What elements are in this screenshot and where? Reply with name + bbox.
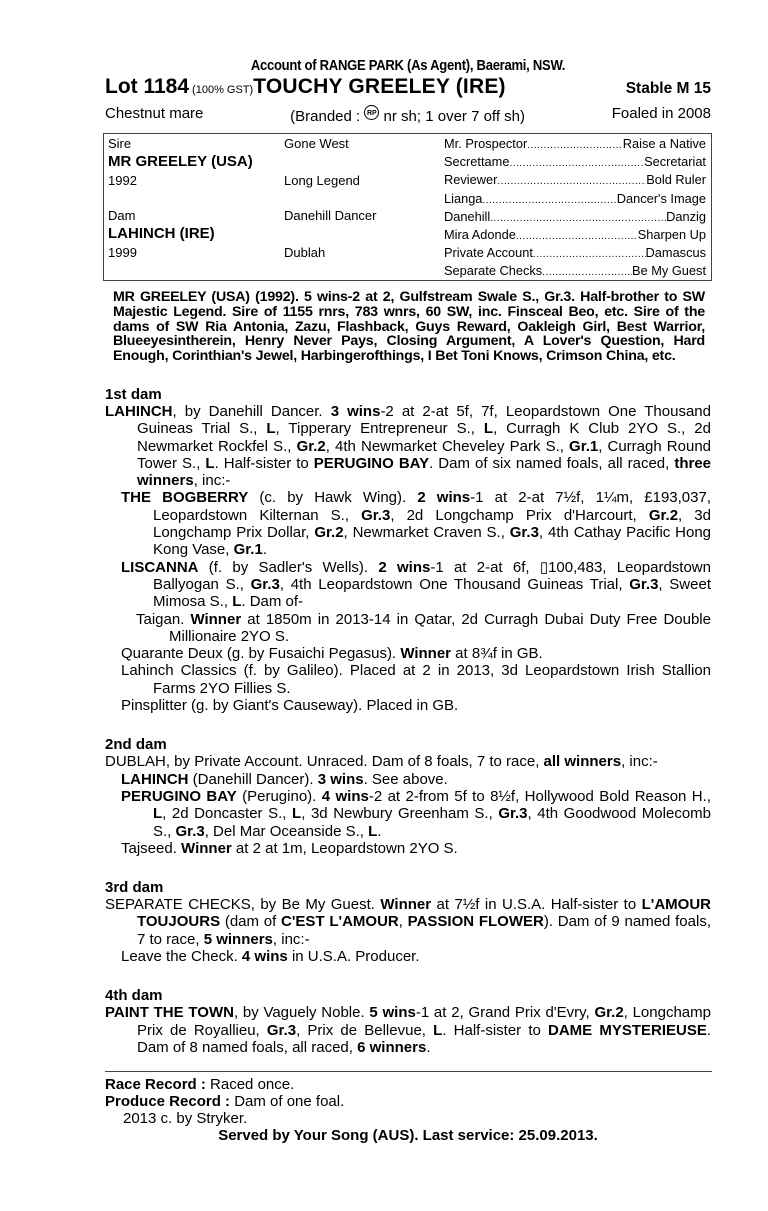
grandsire-maternal: Danehill Dancer <box>284 208 377 223</box>
dam-section <box>105 987 711 1056</box>
entry-text: , 3d Newbury Greenham S., <box>301 805 499 823</box>
pedigree-gen3-row <box>444 191 706 206</box>
entry-text: , 4th Cathay Pacific Hong Kong Vase, <box>153 524 711 559</box>
entry-text: 6 winners <box>357 1038 427 1056</box>
entry-text: DUBLAH, by Private Account. Unraced. Dam of 8 foals, 7 to race, <box>105 753 544 771</box>
dam-section <box>105 879 711 965</box>
pedigree-entry <box>105 611 711 646</box>
entry-text: LAHINCH <box>121 770 189 788</box>
entry-text: Winner <box>380 896 432 914</box>
vendor-account: Account of RANGE PARK (As Agent), Baerami, NSW. <box>250 58 566 74</box>
entry-text: . Dam of six named foals, all raced, <box>429 454 675 472</box>
pedigree-entry <box>105 559 711 611</box>
catalogue-page <box>105 58 711 1144</box>
served-note: Served by Your Song (AUS). Last service: 25.09.2013. <box>218 1127 598 1145</box>
entry-text: . <box>426 1038 431 1056</box>
divider <box>105 1071 712 1072</box>
entry-text: Gr.2 <box>296 437 326 455</box>
entry-text: . Half-sister to <box>442 1021 548 1039</box>
entry-text: (dam of <box>220 913 282 931</box>
produce-item: 2013 c. by Stryker. <box>123 1110 248 1128</box>
race-record-label: Race Record : <box>105 1076 206 1094</box>
entry-text: 3 wins <box>317 770 364 788</box>
entry-text: , 2d Doncaster S., <box>162 805 293 823</box>
pedigree-entry <box>105 1004 711 1056</box>
sire-label: Sire <box>108 136 132 151</box>
gen3-horse: Secrettame <box>444 154 510 170</box>
entry-text: all winners <box>543 753 622 771</box>
entry-text: -2 at 2-at 5f, 7f, Leopardstown One Thousand Guineas Trial S., <box>137 402 711 438</box>
produce-record-value: Dam of one foal. <box>230 1093 345 1111</box>
granddam-paternal: Long Legend <box>284 173 360 188</box>
entry-text: 4 wins <box>321 787 369 805</box>
entry-text: Winner <box>190 610 242 628</box>
entry-text: , Curragh K Club 2YO S., 2d Newmarket Rockfel S., <box>137 420 711 455</box>
leader-dots <box>527 136 623 151</box>
entry-text: , Curragh Round Tower S., <box>137 437 712 472</box>
race-record-value: Raced once. <box>205 1076 295 1094</box>
pedigree-gen3-row <box>444 227 706 242</box>
entry-text: ). Dam of 9 named foals, 7 to race, <box>137 913 711 948</box>
entry-text: Gr.2 <box>594 1004 624 1022</box>
gen3-sire: Be My Guest <box>632 263 706 279</box>
entry-text: Taigan. <box>136 610 191 628</box>
entry-text: . Dam of- <box>241 593 304 611</box>
entry-text: Gr.3 <box>498 805 528 823</box>
entry-text: PAINT THE TOWN <box>105 1004 234 1022</box>
sire-name: MR GREELEY (USA) <box>108 153 253 170</box>
entry-text: -2 at 2-from 5f to 8½f, Hollywood Bold Reason H., <box>368 787 711 805</box>
entry-text: , 4th Newmarket Cheveley Park S., <box>325 437 570 455</box>
entry-text: PERUGINO BAY <box>313 454 430 472</box>
entry-text: Gr.3 <box>250 575 280 593</box>
entry-text: , by Danehill Dancer. <box>172 402 331 420</box>
entry-text: PERUGINO BAY <box>121 787 237 805</box>
brand-mark-icon: RP <box>364 105 379 120</box>
entry-text: L <box>433 1021 443 1039</box>
entry-text: LISCANNA <box>121 558 199 576</box>
grandsire-paternal: Gone West <box>284 136 349 151</box>
entry-text: Gr.3 <box>361 506 391 524</box>
entry-text: L <box>368 822 378 840</box>
gst-note: (100% GST) <box>192 84 254 96</box>
colour-sex: Chestnut mare <box>105 105 204 122</box>
granddam-maternal: Dublah <box>284 245 326 260</box>
gen3-sire: Sharpen Up <box>637 227 706 242</box>
entry-text: . <box>377 822 382 840</box>
gen3-sire: Bold Ruler <box>646 172 706 188</box>
leader-dots <box>509 154 644 169</box>
entry-text: 3 wins <box>330 402 381 420</box>
pedigree-entry <box>105 403 711 489</box>
race-record <box>105 1076 711 1093</box>
entry-text: at 8¾f in GB. <box>451 645 543 663</box>
entry-text: , 2d Longchamp Prix d'Harcourt, <box>390 506 649 524</box>
entry-text: (f. by Sadler's Wells). <box>198 558 379 576</box>
entry-text: , Longchamp Prix de Royallieu, <box>137 1004 711 1039</box>
entry-text: . Dam of 8 named foals, all raced, <box>137 1021 712 1056</box>
entry-text: LAHINCH <box>105 402 173 420</box>
foaled-year: Foaled in 2008 <box>611 105 711 122</box>
section-heading: 3rd dam <box>105 879 164 897</box>
entry-text: , by Vaguely Noble. <box>233 1004 370 1022</box>
leader-dots <box>516 227 638 242</box>
pedigree-entry <box>105 645 711 662</box>
entry-text: (Danehill Dancer). <box>188 770 318 788</box>
lot-number: Lot 1184 <box>105 75 190 98</box>
pedigree-entry <box>105 788 711 840</box>
entry-text: Gr.3 <box>509 524 539 542</box>
pedigree-gen3-row <box>444 154 706 169</box>
entry-text: PASSION FLOWER <box>407 913 544 931</box>
sire-year: 1992 <box>108 173 137 188</box>
entry-text: , Sweet Mimosa S., <box>153 575 711 611</box>
gen3-horse: Separate Checks <box>444 263 543 279</box>
pedigree-table <box>103 133 712 281</box>
pedigree-gen3-row <box>444 136 706 151</box>
entry-text: L'AMOUR TOUJOURS <box>137 896 711 931</box>
entry-text: L <box>153 805 163 823</box>
pedigree-entry <box>105 896 711 948</box>
entry-text: Gr.1 <box>569 437 599 455</box>
entry-text: L <box>266 420 276 438</box>
leader-dots <box>542 263 632 278</box>
entry-text: , 4th Goodwood Molecomb S., <box>153 805 711 840</box>
pedigree-gen3-row <box>444 245 706 260</box>
entry-text: -1 at 2, Grand Prix d'Evry, <box>415 1004 595 1022</box>
leader-dots <box>482 191 616 206</box>
entry-text: THE BOGBERRY <box>121 489 249 507</box>
dam-year: 1999 <box>108 245 137 260</box>
gen3-horse: Private Account <box>444 245 533 261</box>
entry-text: -1 at 2-at 6f, ▯100,483, Leopardstown Ballyogan S., <box>153 558 711 593</box>
entry-text: in U.S.A. Producer. <box>287 948 420 965</box>
sire-summary: MR GREELEY (USA) (1992). 5 wins-2 at 2, Gulfstream Swale S., Gr.3. Half-brother to SW Majestic Legend. Sire of 1155 rnrs, 783 wnrs, 60 SW, inc. Finsceal Beo, etc. Sire of the dams of SW Ria Antonia, Zazu, Flashback, Guys Reward, Oakleigh Girl, Best Warrior, Blueeyesintherein, Henry Never Pays, Closing Argument, A Lover's Question, Hard Enough, Corinthian's Jewel, Harbingerofthings, I Bet Toni Knows, Crimson China, etc. <box>113 289 705 365</box>
entry-text: Gr.3 <box>629 575 659 593</box>
lot-line <box>105 75 711 99</box>
entry-text: C'EST L'AMOUR <box>281 913 399 931</box>
entry-text: 5 wins <box>369 1004 416 1022</box>
entry-text: -1 at 2-at 7½f, 1¼m, £193,037, Leopardstown Kilternan S., <box>153 489 711 524</box>
gen3-horse: Mira Adonde <box>444 227 516 242</box>
brand-prefix: (Branded : <box>290 108 361 125</box>
entry-text: Gr.2 <box>314 524 344 542</box>
entry-text: 2 wins <box>378 558 431 576</box>
gen3-sire: Secretariat <box>644 154 706 170</box>
entry-text: . See above. <box>363 770 448 788</box>
entry-text: 5 winners <box>203 930 273 948</box>
horse-name: TOUCHY GREELEY (IRE) <box>253 75 506 98</box>
pedigree-gen3-row <box>444 209 706 224</box>
entry-text: L <box>292 805 302 823</box>
entry-text: DAME MYSTERIEUSE <box>548 1021 707 1039</box>
entry-text: at 1850m in 2013-14 in Qatar, 2d Curragh Dubai Duty Free Double Millionaire 2YO S. <box>169 610 711 645</box>
produce-record-label: Produce Record : <box>105 1093 231 1111</box>
entry-text: , Newmarket Craven S., <box>343 524 510 542</box>
entry-text: at 7½f in U.S.A. Half-sister to <box>431 896 642 914</box>
pedigree-entry <box>105 697 711 714</box>
leader-dots <box>497 172 646 187</box>
entry-text: 2 wins <box>417 489 471 507</box>
pedigree-entry <box>105 771 711 788</box>
entry-text: L <box>232 593 242 611</box>
entry-text: , Del Mar Oceanside S., <box>204 822 369 840</box>
entry-text: . Half-sister to <box>214 454 314 472</box>
pedigree-entry <box>105 489 711 558</box>
entry-text: , Prix de Bellevue, <box>296 1021 434 1039</box>
gen3-horse: Reviewer <box>444 172 498 188</box>
entry-text: Tajseed. <box>121 839 182 857</box>
entry-text: , Tipperary Entrepreneur S., <box>275 420 484 438</box>
section-heading: 1st dam <box>105 385 162 403</box>
pedigree-gen3-row <box>444 263 706 278</box>
entry-text: three winners <box>137 454 712 490</box>
brand-suffix: nr sh; 1 over 7 off sh) <box>383 108 525 125</box>
section-heading: 4th dam <box>105 987 163 1005</box>
pedigree-gen3-row <box>444 172 706 187</box>
entry-text: (c. by Hawk Wing). <box>248 489 418 507</box>
brand-info <box>290 105 525 125</box>
entry-text: , inc:- <box>621 753 658 771</box>
produce-record <box>105 1093 711 1110</box>
entry-text: Winner <box>400 645 452 663</box>
leader-dots <box>533 245 646 260</box>
pedigree-entry <box>105 753 711 770</box>
section-heading: 2nd dam <box>105 736 167 754</box>
entry-text: Gr.3 <box>266 1021 297 1039</box>
stable-location: Stable M 15 <box>625 80 711 97</box>
gen3-horse: Danehill <box>444 208 491 224</box>
gen3-horse: Mr. Prospector <box>444 136 528 151</box>
entry-text: Gr.1 <box>233 541 263 559</box>
leader-dots <box>490 209 666 224</box>
entry-text: Gr.2 <box>648 506 679 524</box>
entry-text: L <box>483 420 494 438</box>
dam-section <box>105 736 711 857</box>
entry-text: Winner <box>181 839 232 857</box>
gen3-sire: Dancer's Image <box>616 190 706 206</box>
dam-section <box>105 386 711 714</box>
dam-label: Dam <box>108 208 136 223</box>
pedigree-entry <box>105 840 711 857</box>
gen3-sire: Raise a Native <box>622 136 706 151</box>
pedigree-entry <box>105 948 711 965</box>
entry-text: 4 wins <box>241 948 288 965</box>
entry-text: (Perugino). <box>236 787 322 805</box>
entry-text: , 4th Leopardstown One Thousand Guineas Trial, <box>279 575 630 593</box>
entry-text: Gr.3 <box>175 822 205 840</box>
entry-text: Pinsplitter (g. by Giant's Causeway). Placed in GB. <box>121 697 459 715</box>
gen3-sire: Damascus <box>645 245 706 261</box>
entry-text: L <box>205 454 215 472</box>
dam-name: LAHINCH (IRE) <box>108 225 215 242</box>
gen3-horse: Lianga <box>444 190 483 206</box>
entry-text: , inc:- <box>272 930 310 948</box>
entry-text: Leave the Check. <box>121 948 242 965</box>
description-line <box>105 105 711 125</box>
entry-text: , 3d Longchamp Prix Dollar, <box>153 506 711 542</box>
entry-text: at 2 at 1m, Leopardstown 2YO S. <box>231 839 458 857</box>
gen3-sire: Danzig <box>666 208 706 224</box>
entry-text: , <box>398 913 408 931</box>
entry-text: . <box>262 541 267 559</box>
entry-text: SEPARATE CHECKS, by Be My Guest. <box>105 896 381 914</box>
pedigree-entry <box>105 662 711 697</box>
entry-text: Lahinch Classics (f. by Galileo). Placed at 2 in 2013, 3d Leopardstown Irish Stallion Farms 2YO Fillies S. <box>121 662 711 697</box>
entry-text: Quarante Deux (g. by Fusaichi Pegasus). <box>121 645 401 663</box>
entry-text: , inc:- <box>193 472 231 490</box>
female-family <box>105 386 711 1056</box>
